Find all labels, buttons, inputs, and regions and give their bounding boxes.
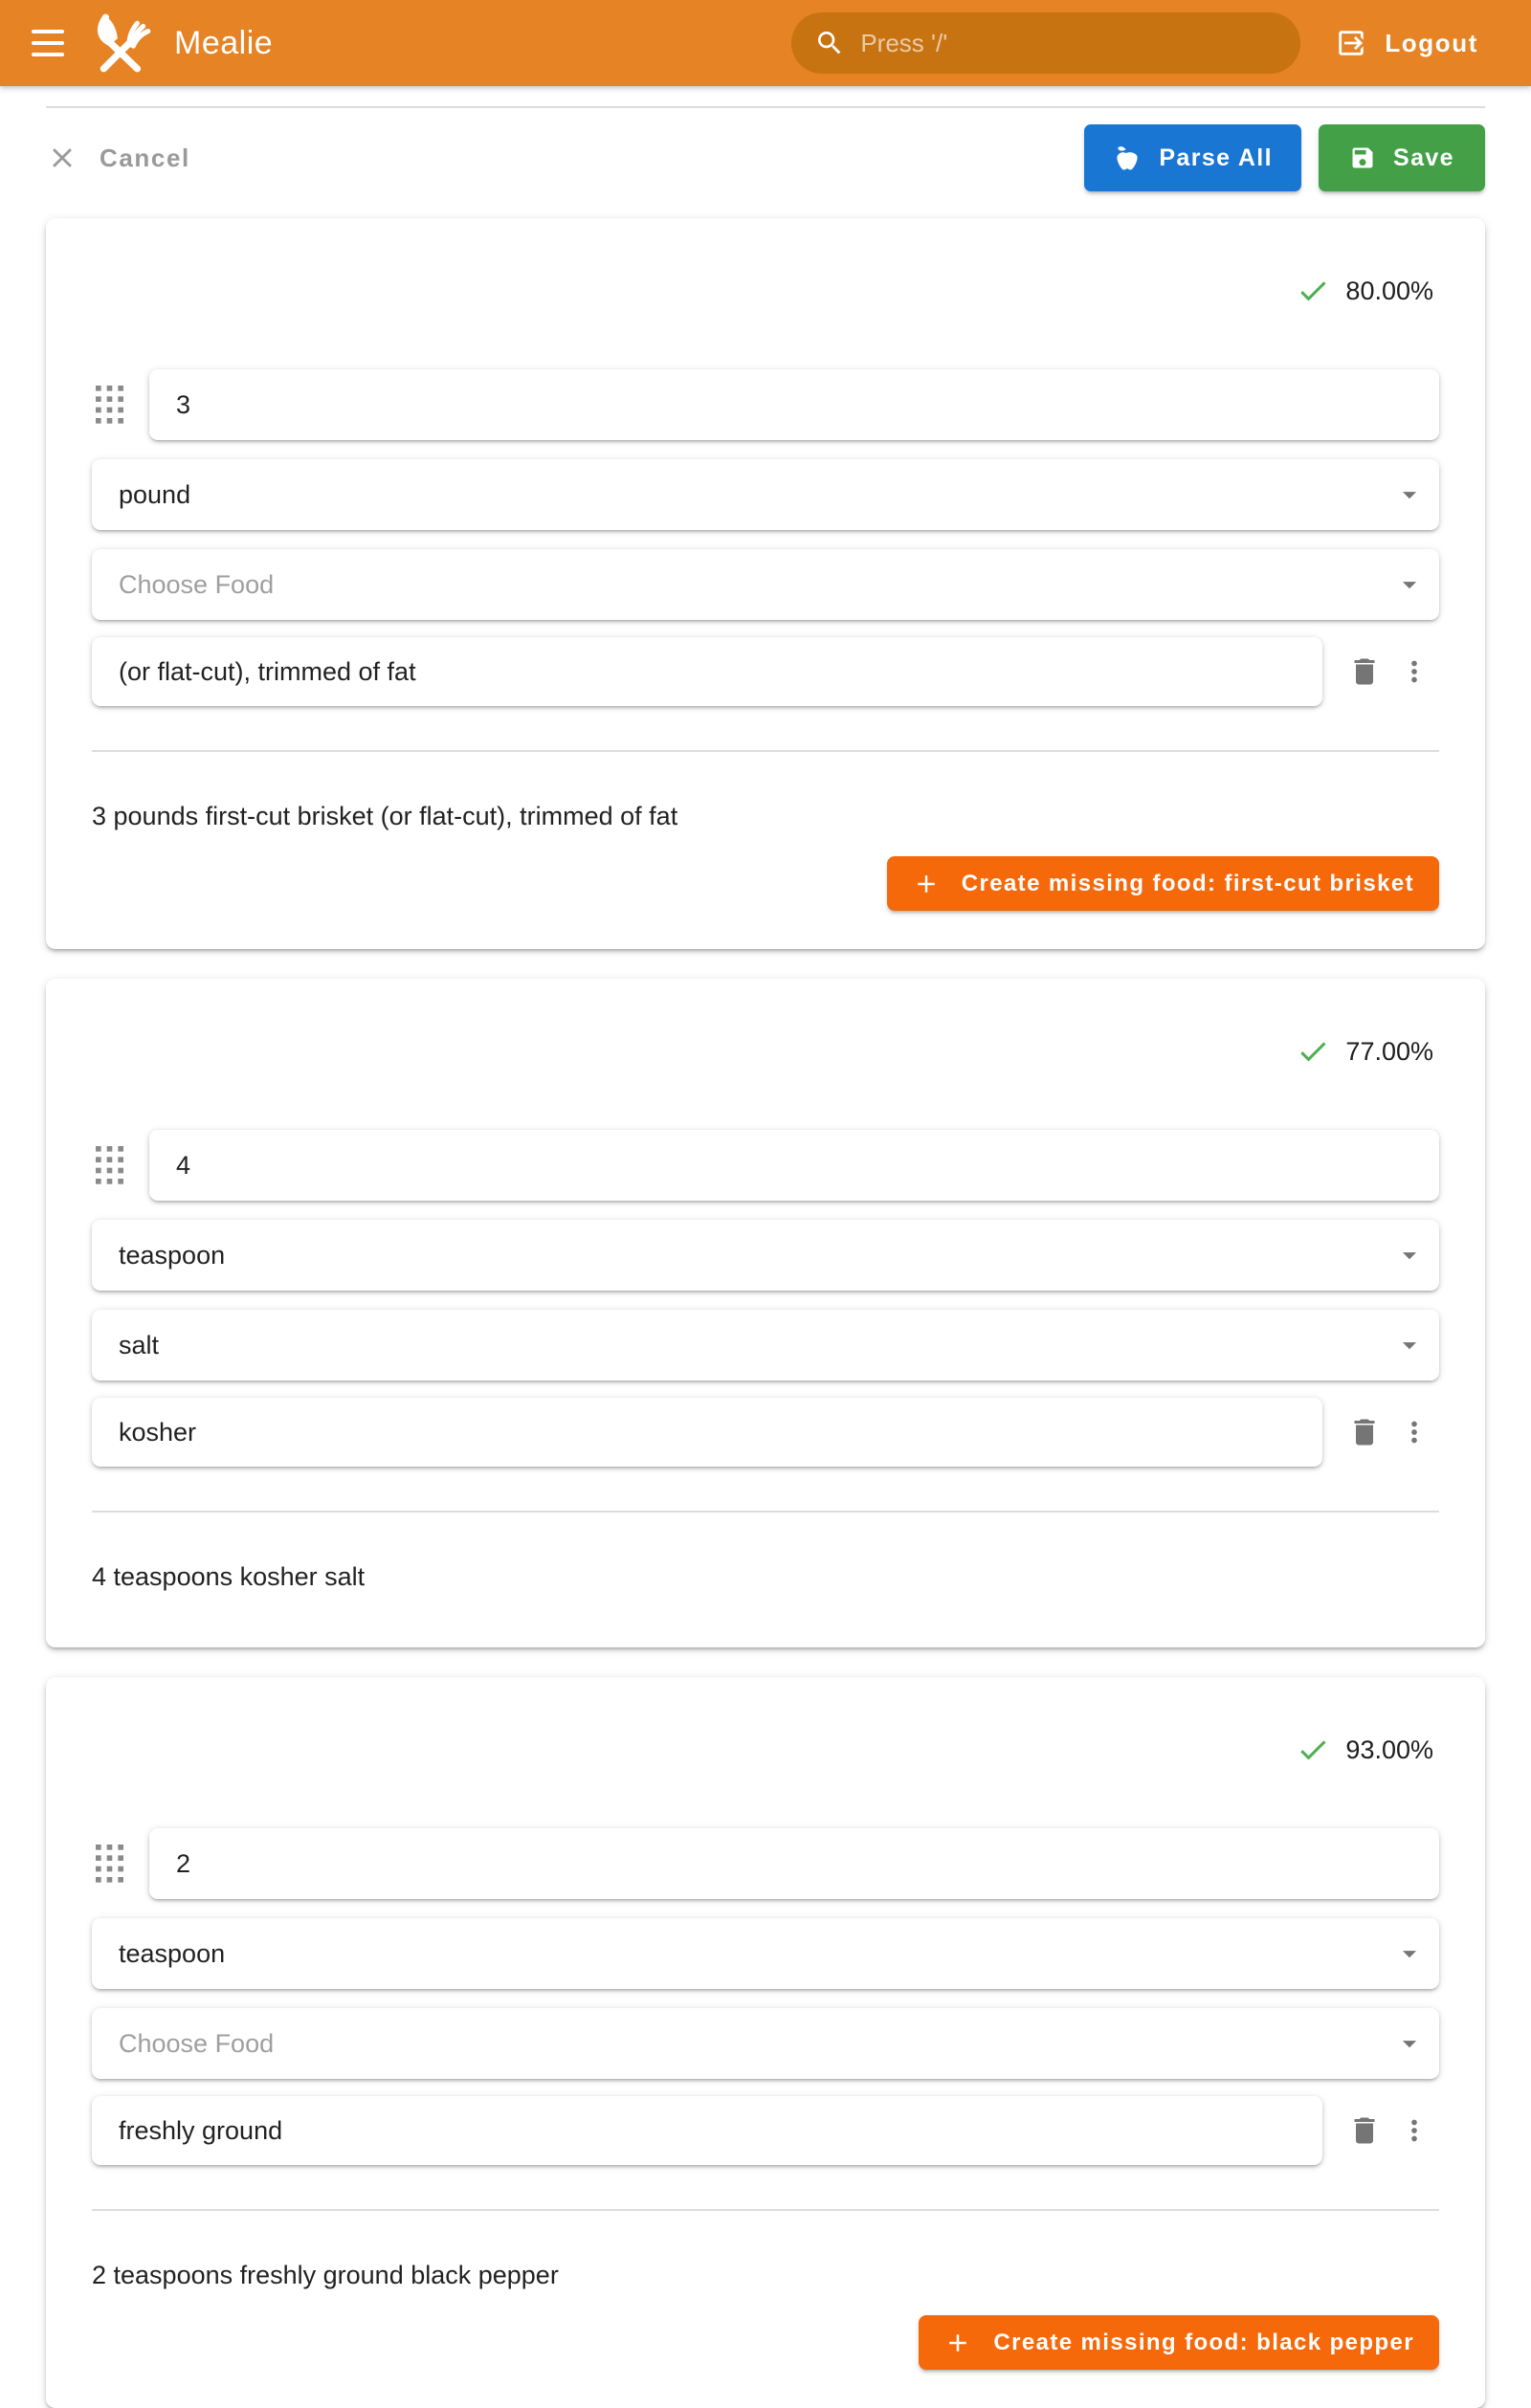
save-button[interactable]: [1319, 124, 1485, 191]
create-missing-food-button[interactable]: [887, 856, 1439, 911]
note-input[interactable]: [92, 2096, 1322, 2165]
quantity-field[interactable]: [149, 1828, 1439, 1899]
plus-icon: [912, 870, 941, 898]
apple-icon: [1113, 144, 1142, 172]
confidence-row: [92, 1733, 1433, 1767]
cancel-button[interactable]: [46, 142, 190, 174]
food-select[interactable]: [92, 549, 1439, 620]
logout-icon: [1335, 27, 1367, 59]
confidence-row: [92, 1034, 1433, 1069]
note-input[interactable]: [92, 1398, 1322, 1467]
note-field[interactable]: [92, 1398, 1322, 1467]
search-bar[interactable]: [791, 12, 1300, 74]
logout-button[interactable]: [1335, 27, 1478, 59]
confidence-row: [92, 274, 1433, 308]
original-ingredient-text: 3 pounds first-cut brisket (or flat-cut), trimmed of fat: [92, 802, 678, 830]
note-field[interactable]: [92, 637, 1322, 706]
quantity-field[interactable]: [149, 369, 1439, 440]
drag-handle-icon[interactable]: [92, 1146, 128, 1184]
food-input[interactable]: [92, 1310, 1393, 1381]
chevron-down-icon: [1393, 568, 1426, 601]
food-select[interactable]: [92, 2008, 1439, 2079]
parse-all-label: Parse All: [1159, 144, 1273, 171]
confidence-value: 77.00%: [1345, 1036, 1433, 1066]
delete-icon[interactable]: [1340, 1407, 1389, 1457]
check-icon: [1296, 1034, 1330, 1069]
chevron-down-icon: [1393, 1239, 1426, 1271]
confidence-value: 93.00%: [1345, 1734, 1433, 1764]
delete-icon[interactable]: [1340, 647, 1389, 696]
app-title: Mealie: [174, 24, 274, 61]
confidence-value: 80.00%: [1345, 276, 1433, 305]
ingredient-card: [46, 979, 1485, 1647]
cancel-label: Cancel: [100, 143, 190, 172]
more-options-icon[interactable]: [1389, 1407, 1439, 1457]
food-input[interactable]: [92, 2008, 1393, 2079]
original-ingredient-text: 2 teaspoons freshly ground black pepper: [92, 2261, 559, 2289]
create-missing-food-label: Create missing food: black pepper: [993, 2329, 1414, 2355]
close-icon: [46, 142, 78, 174]
unit-select[interactable]: [92, 1220, 1439, 1291]
ingredient-parser-page: [0, 106, 1531, 2408]
quantity-input[interactable]: [149, 1828, 1439, 1899]
create-missing-food-button[interactable]: [919, 2315, 1439, 2370]
menu-icon[interactable]: [25, 20, 71, 66]
food-select[interactable]: [92, 1310, 1439, 1381]
divider: [92, 1511, 1439, 1513]
divider: [46, 106, 1485, 108]
chevron-down-icon: [1393, 478, 1426, 511]
drag-handle-icon[interactable]: [92, 1845, 128, 1883]
parse-all-button[interactable]: [1084, 124, 1301, 191]
unit-select[interactable]: [92, 1918, 1439, 1989]
save-icon: [1349, 144, 1376, 171]
quantity-input[interactable]: [149, 369, 1439, 440]
check-icon: [1296, 274, 1330, 308]
parser-toolbar: [46, 124, 1485, 191]
divider: [92, 2209, 1439, 2211]
original-ingredient-text: 4 teaspoons kosher salt: [92, 1562, 366, 1591]
unit-input[interactable]: [92, 1918, 1393, 1989]
delete-icon[interactable]: [1340, 2106, 1389, 2155]
search-input[interactable]: [860, 29, 1277, 58]
logout-label: Logout: [1385, 28, 1478, 57]
more-options-icon[interactable]: [1389, 2106, 1439, 2155]
chevron-down-icon: [1393, 1329, 1426, 1361]
save-label: Save: [1393, 144, 1454, 171]
quantity-input[interactable]: [149, 1130, 1439, 1201]
ingredient-card: [46, 1677, 1485, 2408]
note-input[interactable]: [92, 637, 1322, 706]
create-missing-food-label: Create missing food: first-cut brisket: [961, 870, 1414, 896]
chevron-down-icon: [1393, 2027, 1426, 2060]
unit-input[interactable]: [92, 1220, 1393, 1291]
quantity-field[interactable]: [149, 1130, 1439, 1201]
check-icon: [1296, 1733, 1330, 1767]
unit-select[interactable]: [92, 459, 1439, 530]
chevron-down-icon: [1393, 1937, 1426, 1970]
app-bar: [0, 0, 1531, 86]
divider: [92, 750, 1439, 752]
plus-icon: [943, 2329, 972, 2357]
food-input[interactable]: [92, 549, 1393, 620]
unit-input[interactable]: [92, 459, 1393, 530]
ingredient-card: [46, 218, 1485, 949]
drag-handle-icon[interactable]: [92, 386, 128, 424]
note-field[interactable]: [92, 2096, 1322, 2165]
more-options-icon[interactable]: [1389, 647, 1439, 696]
search-icon: [814, 28, 845, 58]
mealie-logo-icon: [92, 11, 155, 75]
